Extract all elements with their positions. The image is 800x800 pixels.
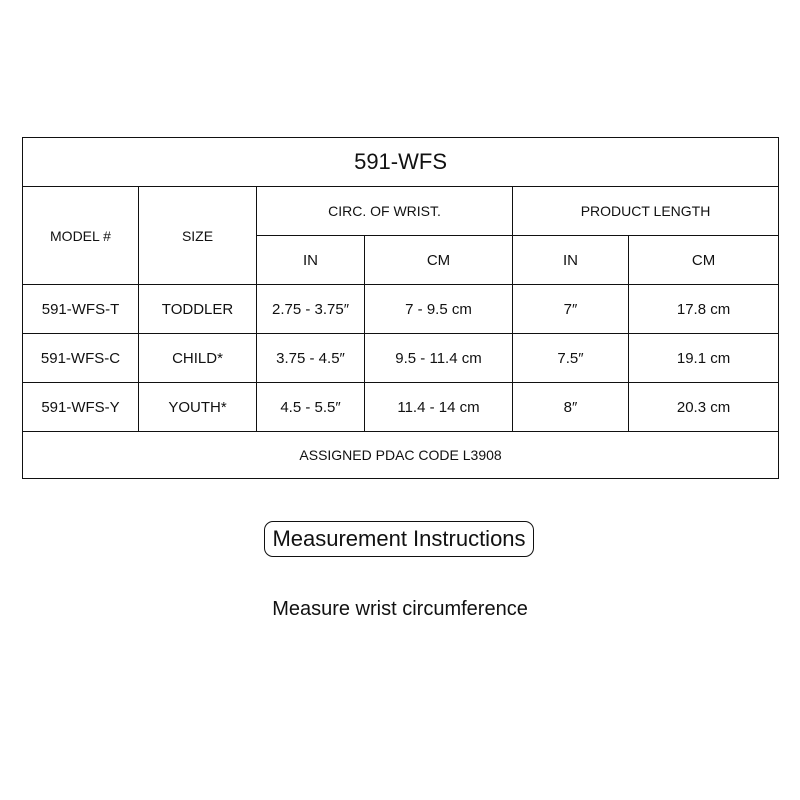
header-row <box>23 187 779 236</box>
measurement-instructions-badge: Measurement Instructions <box>264 521 534 557</box>
unit-header: CM <box>629 236 779 285</box>
circ-cm-cell: 11.4 - 14 cm <box>365 383 513 432</box>
table-row <box>23 285 779 334</box>
unit-header: IN <box>513 236 629 285</box>
length-cm-cell: 17.8 cm <box>629 285 779 334</box>
title-row <box>23 138 779 187</box>
circ-cm-cell: 7 - 9.5 cm <box>365 285 513 334</box>
circ-in-cell: 3.75 - 4.5″ <box>257 334 365 383</box>
header-model: MODEL # <box>23 187 139 285</box>
size-cell: CHILD* <box>139 334 257 383</box>
length-in-cell: 7.5″ <box>513 334 629 383</box>
length-cm-cell: 19.1 cm <box>629 334 779 383</box>
instructions-text: Measure wrist circumference <box>272 598 528 620</box>
header-size: SIZE <box>139 187 257 285</box>
size-chart-table <box>22 137 779 479</box>
header-wrist-circ: CIRC. OF WRIST. <box>257 187 513 236</box>
header-product-length: PRODUCT LENGTH <box>513 187 779 236</box>
circ-cm-cell: 9.5 - 11.4 cm <box>365 334 513 383</box>
circ-in-cell: 2.75 - 3.75″ <box>257 285 365 334</box>
circ-in-cell: 4.5 - 5.5″ <box>257 383 365 432</box>
length-in-cell: 8″ <box>513 383 629 432</box>
unit-header: IN <box>257 236 365 285</box>
footer-row <box>23 432 779 479</box>
unit-header: CM <box>365 236 513 285</box>
model-cell: 591-WFS-T <box>23 285 139 334</box>
table-row <box>23 383 779 432</box>
size-cell: YOUTH* <box>139 383 257 432</box>
table-title: 591-WFS <box>23 138 779 187</box>
length-cm-cell: 20.3 cm <box>629 383 779 432</box>
size-cell: TODDLER <box>139 285 257 334</box>
length-in-cell: 7″ <box>513 285 629 334</box>
model-cell: 591-WFS-C <box>23 334 139 383</box>
model-cell: 591-WFS-Y <box>23 383 139 432</box>
table-row <box>23 334 779 383</box>
pdac-code: ASSIGNED PDAC CODE L3908 <box>23 432 779 479</box>
